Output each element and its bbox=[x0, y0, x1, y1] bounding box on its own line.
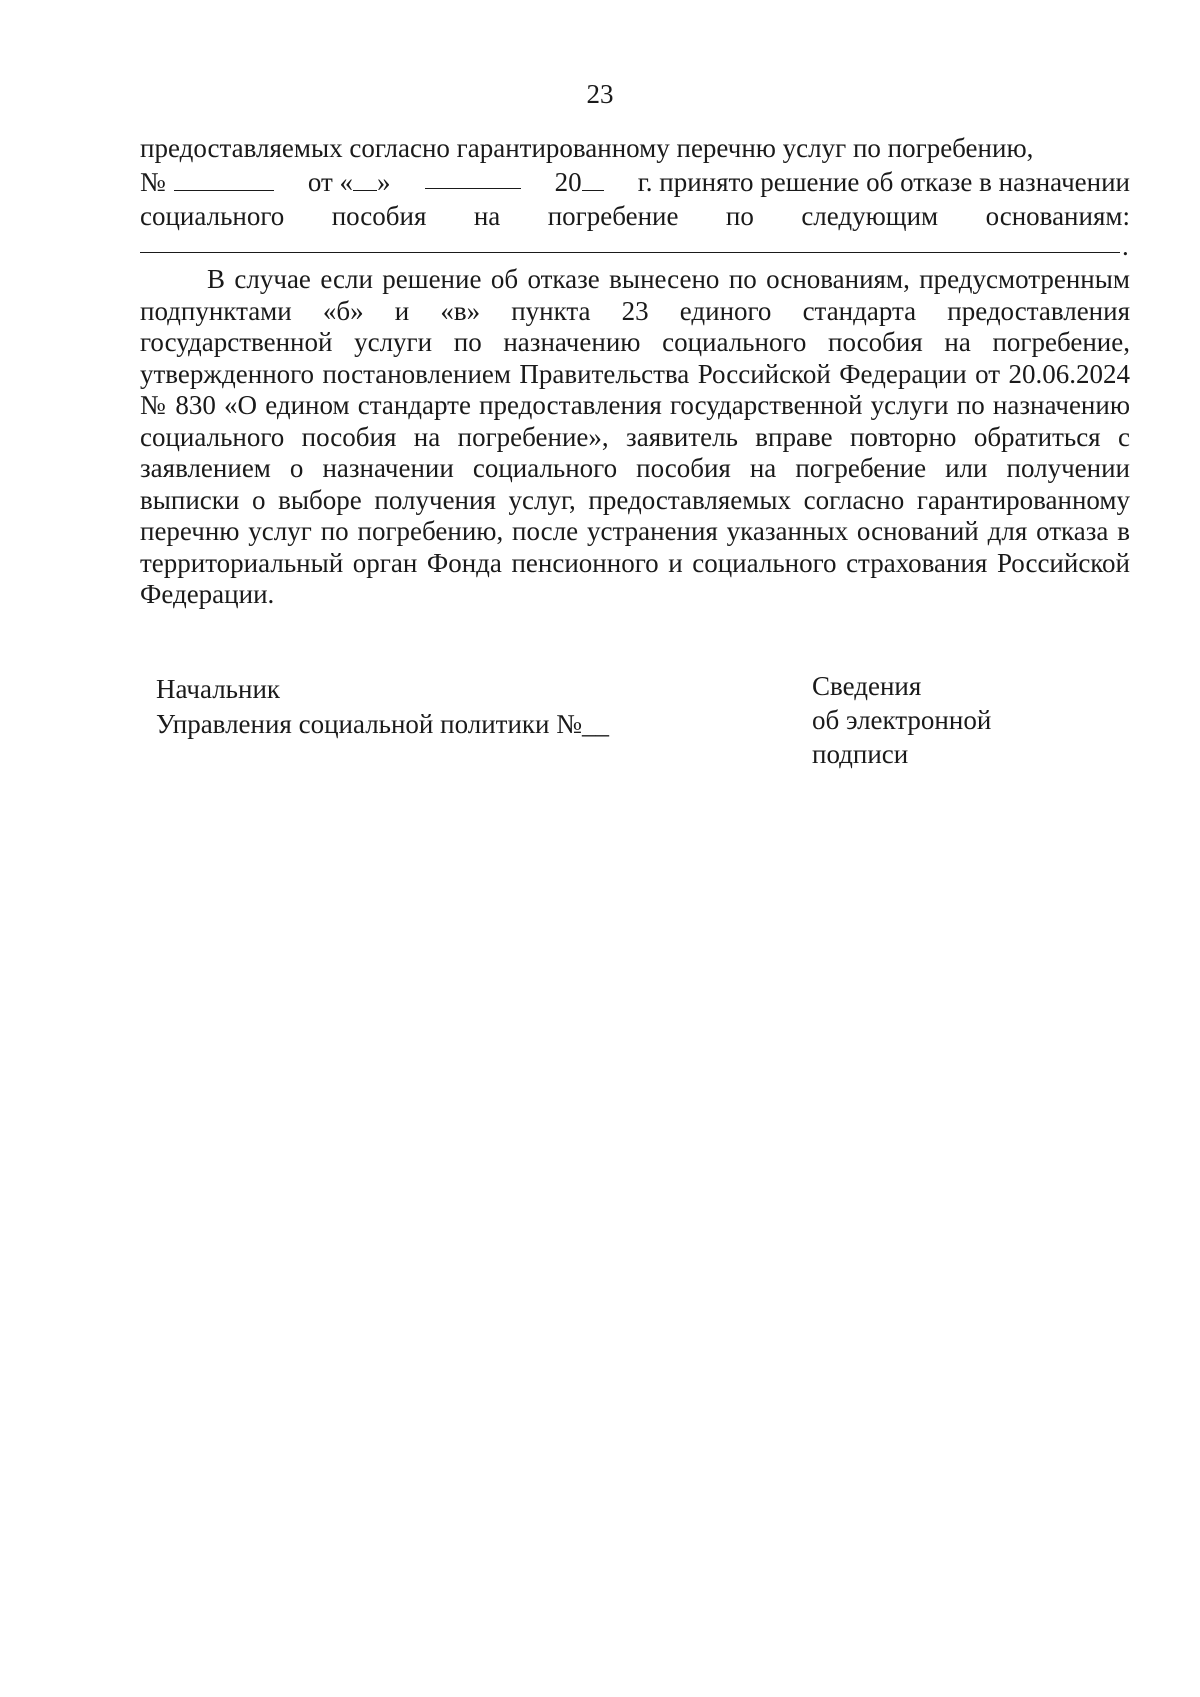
word: социального bbox=[140, 201, 285, 231]
word: погребение bbox=[547, 201, 679, 231]
word: пособия bbox=[331, 201, 427, 231]
word: по bbox=[725, 201, 754, 231]
page-number: 23 bbox=[586, 79, 614, 109]
esign-line-2: об электронной bbox=[812, 705, 992, 735]
day-blank bbox=[353, 168, 377, 191]
esign-line-1: Сведения bbox=[812, 671, 922, 701]
date-field bbox=[308, 166, 391, 198]
word: основаниям: bbox=[985, 201, 1130, 231]
esign-line-3: подписи bbox=[812, 739, 909, 769]
number-sign: № bbox=[140, 167, 166, 197]
text-line-1-content: предоставляемых согласно гарантированному перечню услуг по погребению, bbox=[140, 133, 1034, 163]
date-close-quote: » bbox=[377, 167, 391, 197]
main-paragraph: В случае если решение об отказе вынесено по основаниям, предусмотренным подпунктами «б» и «в» пункта 23 единого стандарта предоставления государственной услуги по назначению социального пособия на погребение, утвержденного постановлением Правительства Российской Федерации от 20.06.2024 № 830 «О едином стандарте предоставления государственной услуги по назначению социального пособия на погребение», заявитель вправе повторно обратиться с заявлением о назначении социального пособия на погребение или получении выписки о выборе получения услуг, предоставляемых согласно гарантированному перечню услуг по погребению, после устранения указанных оснований для отказа в территориальный орган Фонда пенсионного и социального страхования Российской Федерации. bbox=[140, 264, 1130, 609]
year-prefix: 20 bbox=[554, 167, 582, 197]
text-line-3 bbox=[140, 200, 1130, 232]
month-blank bbox=[425, 166, 521, 189]
grounds-blank-line bbox=[140, 252, 1120, 253]
signatory-block bbox=[156, 672, 609, 742]
text-line-1 bbox=[140, 132, 1130, 164]
number-blank bbox=[174, 168, 274, 191]
electronic-signature-block bbox=[812, 669, 991, 771]
text-line-2 bbox=[140, 166, 1130, 198]
signatory-department: Управления социальной политики №__ bbox=[156, 709, 609, 739]
year-blank bbox=[582, 168, 604, 191]
grounds-line-end: . bbox=[1122, 231, 1129, 261]
decision-text: г. принято решение об отказе в назначении bbox=[637, 167, 1130, 197]
number-field bbox=[140, 166, 274, 198]
word: следующим bbox=[801, 201, 939, 231]
date-open: от « bbox=[307, 167, 354, 197]
word: на bbox=[473, 201, 501, 231]
year-field bbox=[555, 166, 604, 198]
signatory-title: Начальник bbox=[156, 674, 281, 704]
